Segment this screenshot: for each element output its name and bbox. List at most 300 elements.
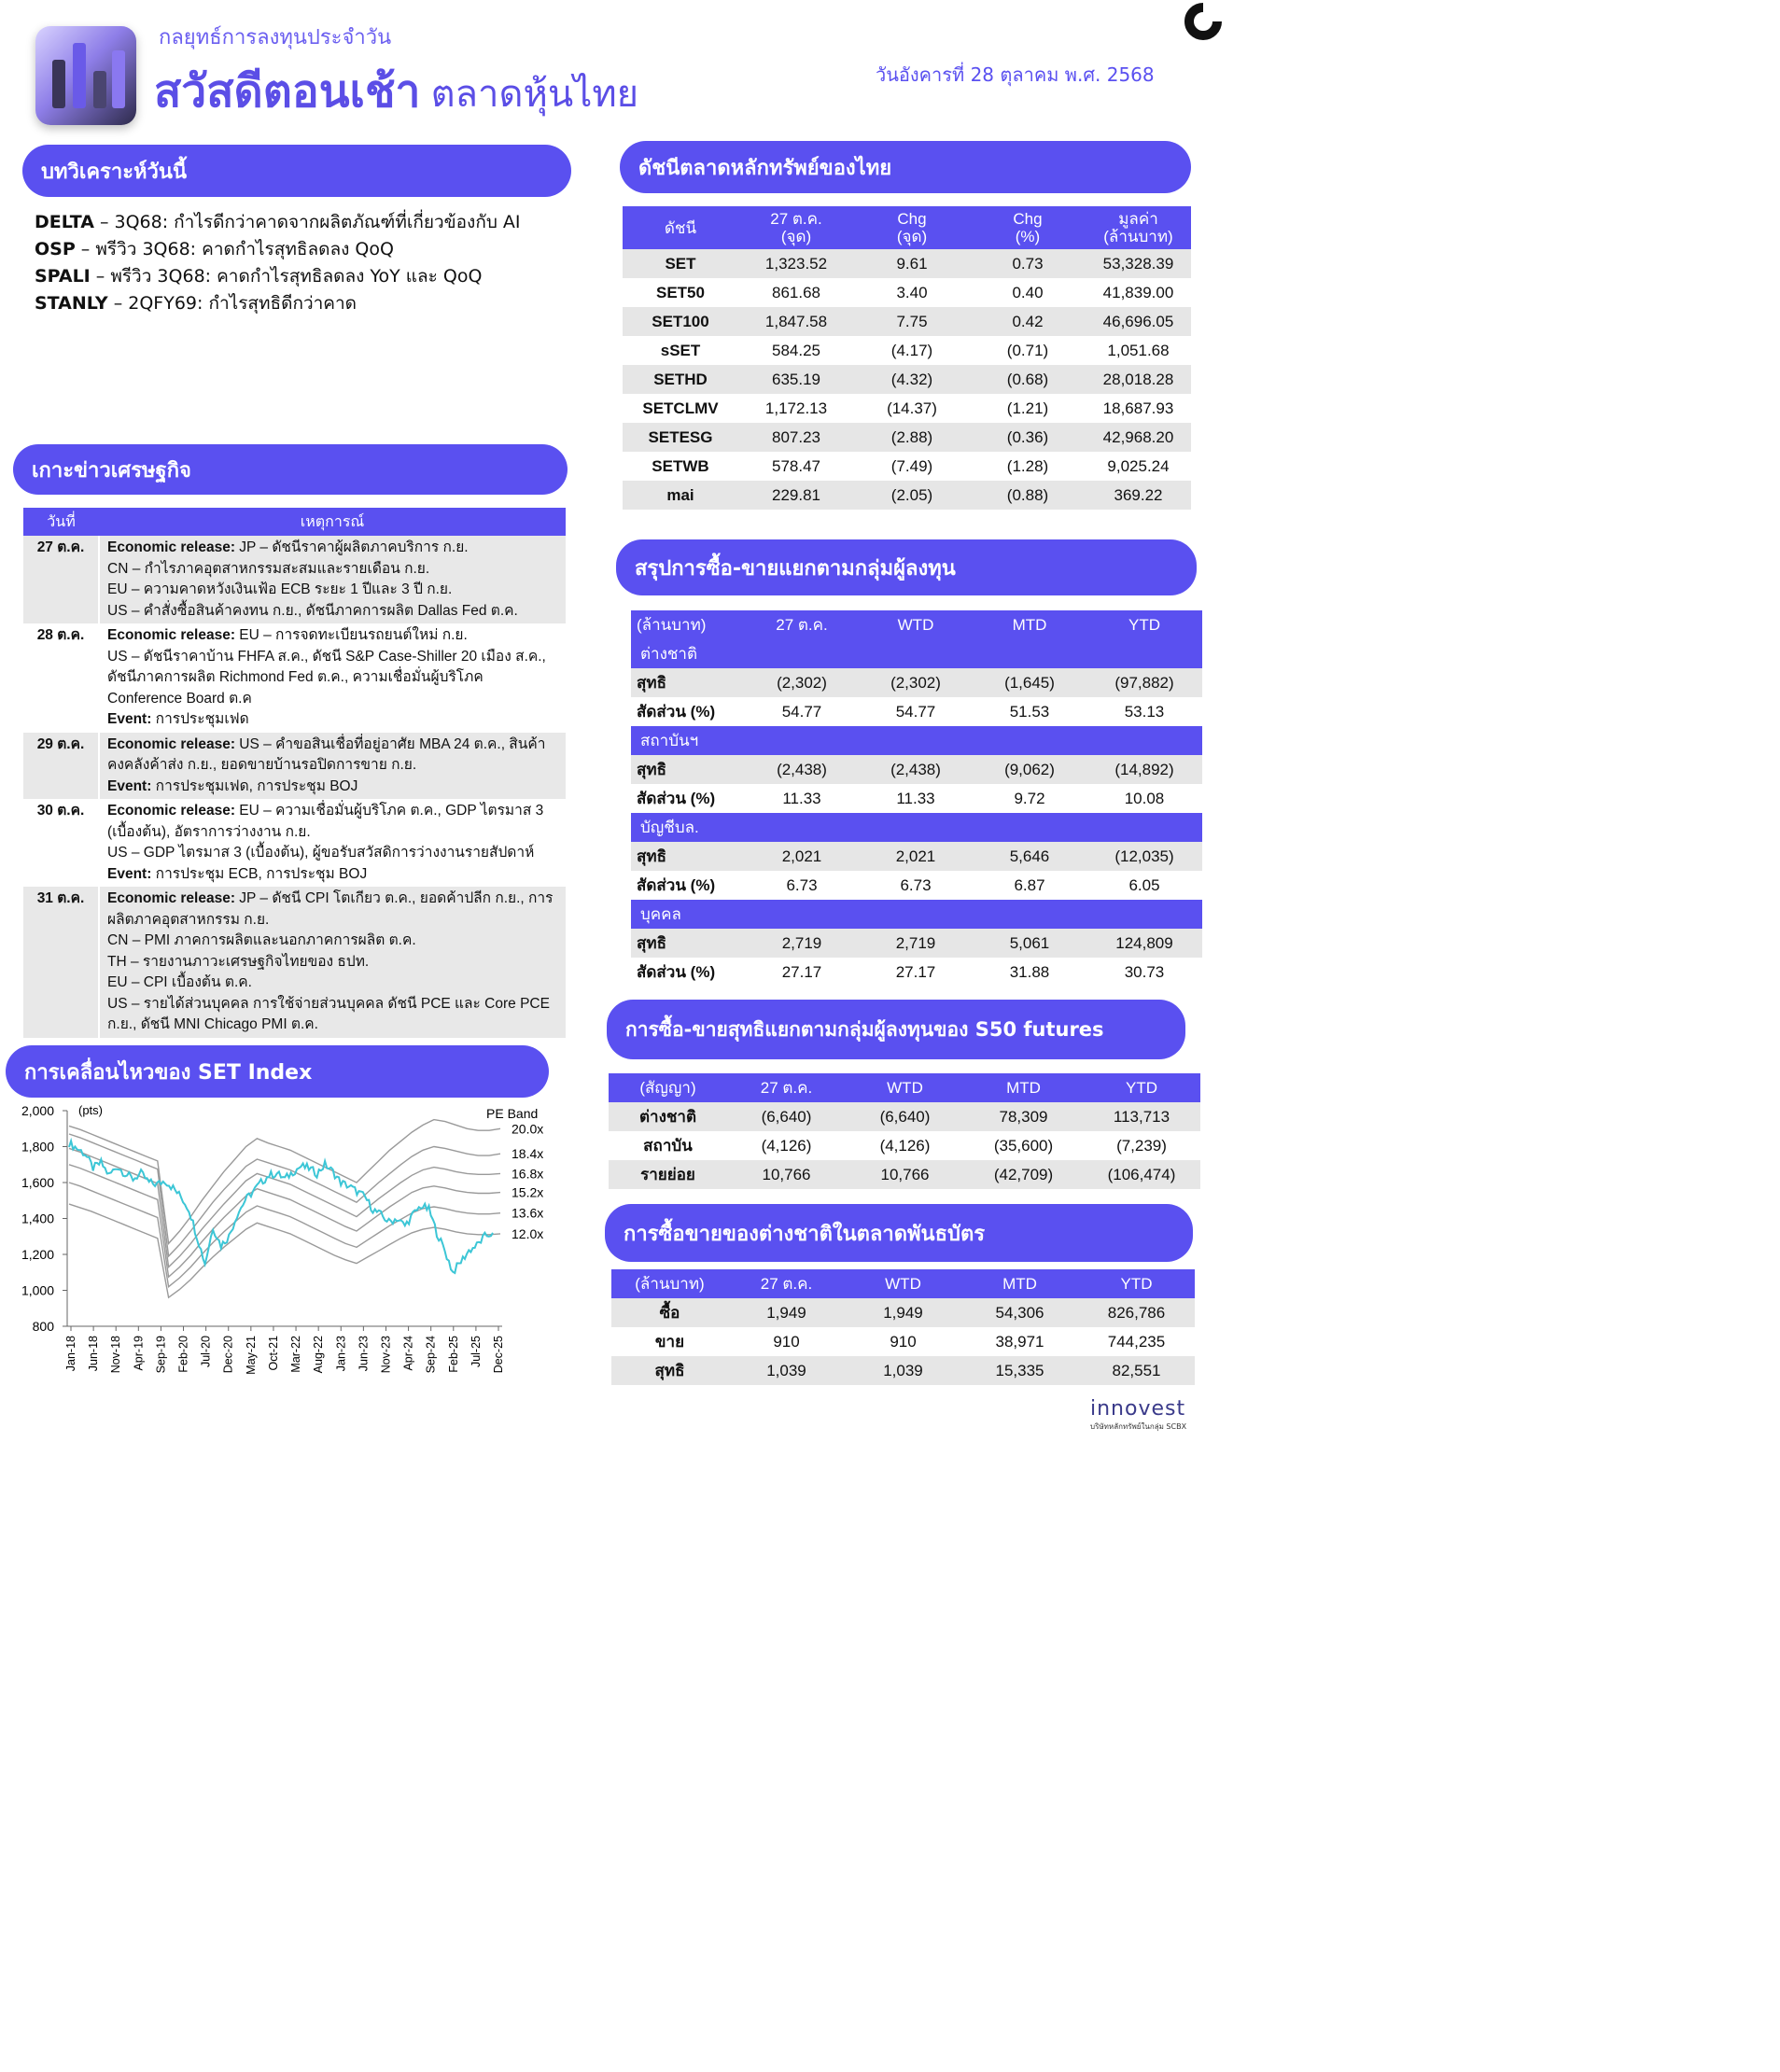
x-tick-label: Feb-25 [446, 1336, 460, 1373]
row-label: สัดส่วน (%) [637, 790, 716, 807]
econ-date: 29 ต.ค. [23, 733, 99, 800]
header-kicker: กลยุทธ์การลงทุนประจำวัน [159, 26, 392, 49]
index-value: (1.28) [1006, 456, 1049, 475]
x-tick-label: Dec-20 [221, 1336, 235, 1374]
row-label: สุทธิ [631, 755, 745, 784]
econ-event-label: Economic release: [107, 803, 235, 819]
bonds-value: 1,949 [845, 1298, 961, 1327]
futures-row [609, 1160, 1200, 1189]
bonds-value: 82,551 [1078, 1356, 1195, 1385]
analysis-ticker: OSP [35, 239, 76, 259]
y-tick-label: 1,200 [21, 1247, 54, 1262]
index-value: 1,847.58 [738, 307, 854, 336]
bonds-row [611, 1356, 1195, 1385]
index-value: 861.68 [772, 283, 820, 301]
bonds-value: 826,786 [1078, 1298, 1195, 1327]
indices-header: Chg (จุด) [854, 206, 970, 249]
econ-event-line [107, 864, 558, 886]
investor-group-name: ต่างชาติ [631, 639, 1202, 668]
index-value: (0.68) [970, 365, 1086, 394]
econ-event-text: EU – ความเชื่อมั่นผู้บริโภค ต.ค., GDP ไตรมาส 3 [234, 803, 544, 819]
flow-value: 27.17 [781, 962, 822, 981]
index-value: 9,025.24 [1107, 456, 1170, 475]
econ-event-line [107, 822, 558, 844]
pe-band-label: 16.8x [512, 1166, 544, 1182]
investor-net-row [631, 755, 1202, 784]
index-name: SETWB [652, 456, 709, 475]
x-tick-label: Sep-24 [424, 1336, 438, 1374]
econ-row [23, 799, 566, 887]
index-value: 578.47 [772, 456, 820, 475]
bonds-value: 1,039 [728, 1356, 845, 1385]
index-value: 0.40 [1012, 283, 1044, 301]
x-tick-label: Oct-21 [266, 1336, 280, 1371]
x-tick-label: Dec-25 [492, 1336, 505, 1374]
flow-value: 6.73 [786, 875, 818, 894]
econ-event-line [107, 910, 558, 931]
set-index-chart [0, 1099, 569, 1379]
pe-band-label: 15.2x [512, 1184, 544, 1200]
analysis-item [35, 209, 521, 236]
y-tick-label: 2,000 [21, 1103, 54, 1118]
econ-event-text: CN – กำไรภาคอุตสาหกรรมสะสมและรายเดือน ก.ย. [107, 560, 430, 577]
x-tick-label: Apr-19 [132, 1336, 146, 1371]
x-tick-label: Jun-23 [357, 1336, 371, 1372]
indices-section-title [620, 141, 1191, 193]
futures-value: (6,640) [727, 1102, 846, 1131]
x-tick-label: Jun-18 [87, 1336, 101, 1372]
indices-table [623, 206, 1191, 510]
econ-events [99, 887, 566, 1038]
pe-band-label: 12.0x [512, 1225, 544, 1241]
analysis-ticker: SPALI [35, 266, 91, 287]
indices-row [623, 481, 1191, 510]
investor-flow-table [631, 610, 1202, 987]
econ-event-line [107, 625, 558, 647]
flow-header: 27 ต.ค. [745, 610, 859, 639]
analysis-section-title [22, 145, 571, 197]
indices-row [623, 365, 1191, 394]
econ-event-text: การประชุมเฟด, การประชุม BOJ [151, 777, 358, 794]
econ-events [99, 623, 566, 733]
bonds-value: 744,235 [1107, 1332, 1166, 1351]
econ-date: 31 ต.ค. [23, 887, 99, 1038]
futures-header: YTD [1083, 1073, 1200, 1102]
index-value: 0.42 [970, 307, 1086, 336]
flow-value: 10.08 [1124, 789, 1165, 807]
index-value: (2.05) [854, 481, 970, 510]
flow-value: (14,892) [1086, 755, 1202, 784]
indices-header [738, 206, 854, 249]
investor-share-row [631, 697, 1202, 726]
indices-row [623, 394, 1191, 423]
flow-value: (12,035) [1086, 842, 1202, 871]
row-label: สุทธิ [631, 929, 745, 958]
analysis-item [35, 263, 521, 290]
index-value: 369.22 [1086, 481, 1191, 510]
index-value: (4.17) [890, 341, 933, 359]
futures-header: 27 ต.ค. [727, 1073, 846, 1102]
index-value: (0.71) [1006, 341, 1049, 359]
bonds-header: 27 ต.ค. [728, 1269, 845, 1298]
row-label: สัดส่วน (%) [637, 963, 716, 981]
bonds-value: 910 [890, 1332, 917, 1351]
flow-value: 9.72 [1014, 789, 1045, 807]
econ-event-line [107, 601, 558, 623]
index-value: 53,328.39 [1086, 249, 1191, 278]
futures-value: 78,309 [964, 1102, 1083, 1131]
row-label: สุทธิ [611, 1356, 728, 1385]
index-value: (7.49) [890, 456, 933, 475]
bonds-value: 1,949 [728, 1298, 845, 1327]
x-tick-label: Apr-24 [401, 1336, 415, 1371]
index-name: mai [623, 481, 738, 510]
flow-value: 124,809 [1086, 929, 1202, 958]
indices-row [623, 423, 1191, 452]
econ-event-text: การประชุม ECB, การประชุม BOJ [151, 865, 368, 882]
row-label: สถาบัน [643, 1137, 693, 1155]
flow-value: (97,882) [1086, 668, 1202, 697]
index-value: 584.25 [772, 341, 820, 359]
row-label: สุทธิ [631, 668, 745, 697]
index-name: SET [623, 249, 738, 278]
bonds-value: 54,306 [961, 1298, 1078, 1327]
econ-event-line [107, 559, 558, 581]
econ-row [23, 887, 566, 1038]
indices-row [623, 307, 1191, 336]
y-tick-label: 1,600 [21, 1175, 54, 1190]
econ-event-line [107, 973, 558, 994]
analysis-text: – พรีวิว 3Q68: คาดกำไรสุทธิลดลง QoQ [75, 239, 394, 259]
bonds-value: 1,039 [845, 1356, 961, 1385]
analysis-item [35, 236, 521, 263]
econ-event-line [107, 755, 558, 777]
econ-event-line [107, 667, 558, 689]
analysis-item [35, 290, 521, 317]
flow-value: 5,646 [973, 842, 1086, 871]
flow-value: (1,645) [973, 668, 1086, 697]
econ-section-title [13, 444, 568, 495]
futures-row [609, 1131, 1200, 1160]
row-label: รายย่อย [609, 1160, 727, 1189]
investor-group-name: บุคคล [631, 900, 1202, 929]
bonds-header: MTD [961, 1269, 1078, 1298]
row-label: สัดส่วน (%) [637, 703, 716, 721]
analysis-ticker: DELTA [35, 212, 94, 232]
econ-event-label: Event: [107, 865, 152, 882]
indices-row [623, 278, 1191, 307]
futures-title-text: การซื้อ-ขายสุทธิแยกตามกลุ่มผู้ลงทุนของ S50 futures [625, 1017, 1104, 1041]
investor-share-row [631, 784, 1202, 813]
x-tick-label: Nov-18 [109, 1336, 123, 1374]
indices-header: ดัชนี [623, 206, 738, 249]
econ-row [23, 536, 566, 623]
flow-value: (9,062) [973, 755, 1086, 784]
econ-events [99, 733, 566, 800]
econ-date: 28 ต.ค. [23, 623, 99, 733]
flow-value: (2,302) [745, 668, 859, 697]
econ-event-text: US – คำสั่งซื้อสินค้าคงทน ก.ย., ดัชนีภาคการผลิต Dallas Fed ต.ค. [107, 602, 518, 619]
flow-value: 5,061 [973, 929, 1086, 958]
econ-date: 30 ต.ค. [23, 799, 99, 887]
bonds-row [611, 1298, 1195, 1327]
bonds-row [611, 1327, 1195, 1356]
flow-value: 30.73 [1124, 962, 1165, 981]
indices-row [623, 452, 1191, 481]
investor-group-row [631, 813, 1202, 842]
bonds-header: (ล้านบาท) [611, 1269, 728, 1298]
investor-net-row [631, 668, 1202, 697]
candlestick-logo [35, 26, 136, 125]
investor-net-row [631, 842, 1202, 871]
econ-event-text: ดัชนีภาคการผลิต Richmond Fed ต.ค., ความเชื่อมั่นผู้บริโภค [107, 669, 484, 685]
index-value: (2.88) [854, 423, 970, 452]
econ-event-line [107, 952, 558, 973]
row-label: ต่างชาติ [609, 1102, 727, 1131]
futures-header: WTD [846, 1073, 964, 1102]
econ-event-text: JP – ดัชนี CPI โตเกียว ต.ค., ยอดค้าปลีก ก.ย., การ [234, 890, 554, 906]
flow-header: MTD [973, 610, 1086, 639]
analysis-ticker: STANLY [35, 293, 108, 314]
x-tick-label: Nov-23 [379, 1336, 393, 1374]
bonds-section-title [605, 1204, 1193, 1262]
futures-value: 113,713 [1083, 1102, 1200, 1131]
y-tick-label: 800 [32, 1319, 54, 1334]
x-tick-label: Feb-20 [176, 1336, 190, 1373]
econ-event-line [107, 580, 558, 601]
futures-value: (7,239) [1116, 1136, 1167, 1155]
investor-share-row [631, 871, 1202, 900]
econ-event-text: EU – CPI เบื้องต้น ต.ค. [107, 974, 252, 990]
brand-mark-icon [1184, 2, 1223, 41]
indices-row [623, 249, 1191, 278]
x-tick-label: Jan-18 [64, 1336, 77, 1372]
analysis-text: – 2QFY69: กำไรสุทธิดีกว่าคาด [107, 293, 357, 314]
indices-header-line: 27 ต.ค. [770, 210, 822, 228]
index-value: 46,696.05 [1086, 307, 1191, 336]
bonds-value: 38,971 [995, 1332, 1044, 1351]
econ-event-text: Conference Board ต.ค [107, 690, 252, 707]
index-value: 229.81 [738, 481, 854, 510]
x-tick-label: May-21 [244, 1336, 258, 1375]
brand-subtitle: บริษัทหลักทรัพย์ในกลุ่ม SCBX [1090, 1422, 1187, 1431]
pe-band-label: 13.6x [512, 1205, 544, 1221]
econ-event-label: Economic release: [107, 890, 235, 906]
econ-event-line [107, 709, 558, 731]
flow-value: 51.53 [1009, 702, 1050, 721]
index-value: 28,018.28 [1086, 365, 1191, 394]
econ-event-label: Economic release: [107, 539, 235, 555]
set-chart-title-text: การเคลื่อนไหวของ SET Index [24, 1060, 313, 1085]
econ-event-label: Event: [107, 711, 152, 727]
row-label: สัดส่วน (%) [637, 876, 716, 894]
futures-header: MTD [964, 1073, 1083, 1102]
econ-event-line [107, 647, 558, 668]
report-date: วันอังคารที่ 28 ตุลาคม พ.ศ. 2568 [876, 63, 1155, 86]
investor-net-row [631, 929, 1202, 958]
econ-event-text: US – GDP ไตรมาส 3 (เบื้องต้น), ผู้ขอรับสวัสดิการว่างงานรายสัปดาห์ [107, 845, 535, 861]
econ-date: 27 ต.ค. [23, 536, 99, 623]
flow-value: 53.13 [1124, 702, 1165, 721]
bonds-header: WTD [845, 1269, 961, 1298]
brand-logo-text: innovest [1090, 1397, 1186, 1421]
index-value: 1,323.52 [738, 249, 854, 278]
row-label: สุทธิ [631, 842, 745, 871]
econ-event-text: (เบื้องต้น), อัตราการว่างงาน ก.ย. [107, 823, 311, 840]
econ-events [99, 536, 566, 623]
y-tick-label: 1,000 [21, 1282, 54, 1298]
econ-event-text: EU – ความคาดหวังเงินเฟ้อ ECB ระยะ 1 ปีและ 3 ปี ก.ย. [107, 581, 453, 597]
futures-row [609, 1102, 1200, 1131]
investor-group-row [631, 900, 1202, 929]
pe-band-label: 18.4x [512, 1146, 544, 1162]
x-tick-label: Sep-19 [154, 1336, 168, 1374]
futures-value: (4,126) [761, 1136, 812, 1155]
analysis-title-text: บทวิเคราะห์วันนี้ [41, 160, 187, 184]
index-value: (14.37) [887, 399, 937, 417]
indices-row [623, 336, 1191, 365]
x-tick-label: Aug-22 [312, 1336, 326, 1374]
investor-flow-section-title [616, 539, 1197, 595]
index-value: (0.88) [970, 481, 1086, 510]
futures-value: (35,600) [993, 1136, 1054, 1155]
econ-event-label: Economic release: [107, 627, 235, 643]
flow-value: 54.77 [895, 702, 936, 721]
index-value: 18,687.93 [1102, 399, 1174, 417]
indices-header: มูลค่า (ล้านบาท) [1086, 206, 1191, 249]
y-tick-label: 1,800 [21, 1139, 54, 1155]
investor-flow-title-text: สรุปการซื้อ-ขายแยกตามกลุ่มผู้ลงทุน [635, 556, 956, 581]
flow-value: 6.87 [1014, 875, 1045, 894]
investor-group-row [631, 639, 1202, 668]
flow-header: WTD [859, 610, 973, 639]
econ-event-line [107, 931, 558, 952]
pe-band-label: 20.0x [512, 1121, 544, 1137]
pe-band-line [69, 1134, 500, 1256]
econ-col-date: วันที่ [23, 508, 99, 536]
bonds-title-text: การซื้อขายของต่างชาติในตลาดพันธบัตร [624, 1222, 986, 1246]
futures-value: (106,474) [1083, 1160, 1200, 1189]
econ-event-text: JP – ดัชนีราคาผู้ผลิตภาคบริการ ก.ย. [234, 539, 469, 555]
x-tick-label: Jul-20 [199, 1336, 213, 1368]
econ-event-line [107, 735, 558, 756]
title-main: สวัสดีตอนเช้า [154, 65, 421, 118]
flow-value: 11.33 [896, 789, 935, 807]
x-tick-label: Jul-25 [469, 1336, 483, 1368]
bonds-value: 910 [773, 1332, 800, 1351]
econ-event-text: US – ดัชนีราคาบ้าน FHFA ส.ค., ดัชนี S&P Case-Shiller 20 เมือง ส.ค., [107, 648, 546, 665]
econ-event-text: US – คำขอสินเชื่อที่อยู่อาศัย MBA 24 ต.ค., สินค้า [234, 735, 546, 752]
index-name: SET50 [656, 283, 705, 301]
econ-event-line [107, 801, 558, 822]
econ-event-text: CN – PMI ภาคการผลิตและนอกภาคการผลิต ต.ค. [107, 932, 416, 948]
index-value: (0.36) [970, 423, 1086, 452]
flow-value: 31.88 [1009, 962, 1050, 981]
flow-value: 2,719 [859, 929, 973, 958]
investor-group-name: สถาบันฯ [631, 726, 1202, 755]
futures-header: (สัญญา) [609, 1073, 727, 1102]
econ-event-text: ก.ย., ดัชนี MNI Chicago PMI ต.ค. [107, 1016, 318, 1032]
econ-event-text: การประชุมเฟด [151, 711, 249, 727]
flow-value: 54.77 [781, 702, 822, 721]
bonds-table [611, 1269, 1195, 1385]
index-value: (1.21) [1006, 399, 1049, 417]
econ-calendar-table [23, 508, 566, 1038]
indices-header-line: (จุด) [780, 228, 812, 245]
index-value: 0.73 [970, 249, 1086, 278]
flow-value: (2,438) [859, 755, 973, 784]
flow-value: 27.17 [895, 962, 936, 981]
indices-title-text: ดัชนีตลาดหลักทรัพย์ของไทย [638, 156, 892, 180]
indices-header: Chg (%) [970, 206, 1086, 249]
index-value: 635.19 [738, 365, 854, 394]
index-name: sSET [660, 341, 701, 359]
index-value: 7.75 [854, 307, 970, 336]
flow-header: (ล้านบาท) [631, 610, 745, 639]
futures-value: (6,640) [846, 1102, 964, 1131]
econ-title-text: เกาะข่าวเศรษฐกิจ [32, 458, 191, 483]
title-sub: ตลาดหุ้นไทย [430, 73, 639, 116]
econ-event-text: US – รายได้ส่วนบุคคล การใช้จ่ายส่วนบุคคล ดัชนี PCE และ Core PCE [107, 995, 550, 1012]
investor-group-name: บัญชีบล. [631, 813, 1202, 842]
futures-table [609, 1073, 1200, 1189]
analysis-list [35, 209, 521, 317]
flow-value: 6.05 [1128, 875, 1160, 894]
analysis-text: – 3Q68: กำไรดีกว่าคาดจากผลิตภัณฑ์ที่เกี่ยวข้องกับ AI [93, 212, 521, 232]
econ-events [99, 799, 566, 887]
flow-header: YTD [1086, 610, 1202, 639]
econ-row [23, 623, 566, 733]
index-value: 41,839.00 [1102, 283, 1174, 301]
econ-event-label: Economic release: [107, 735, 235, 752]
y-tick-label: 1,400 [21, 1211, 54, 1226]
index-name: SETCLMV [642, 399, 719, 417]
econ-col-event: เหตุการณ์ [99, 508, 566, 536]
row-label: ซื้อ [611, 1298, 728, 1327]
econ-event-line [107, 777, 558, 798]
chart-unit-label: (pts) [78, 1103, 103, 1117]
futures-section-title [607, 1000, 1185, 1059]
footer-brand [1090, 1397, 1186, 1433]
futures-value: 10,766 [727, 1160, 846, 1189]
index-name: SETESG [623, 423, 738, 452]
pe-band-line [69, 1204, 500, 1297]
index-value: 9.61 [854, 249, 970, 278]
pe-band-line [69, 1165, 500, 1277]
econ-event-line [107, 689, 558, 710]
set-chart-title [6, 1045, 549, 1098]
x-tick-label: Mar-22 [289, 1336, 303, 1373]
bonds-header: YTD [1078, 1269, 1195, 1298]
futures-value: 10,766 [846, 1160, 964, 1189]
futures-value: (42,709) [964, 1160, 1083, 1189]
futures-value: (4,126) [879, 1136, 931, 1155]
index-name: SETHD [623, 365, 738, 394]
econ-event-text: TH – รายงานภาวะเศรษฐกิจไทยของ ธปท. [107, 953, 370, 970]
econ-event-line [107, 994, 558, 1015]
flow-value: (2,438) [745, 755, 859, 784]
flow-value: 2,021 [859, 842, 973, 871]
flow-value: 2,719 [745, 929, 859, 958]
investor-group-row [631, 726, 1202, 755]
econ-event-text: EU – การจดทะเบียนรถยนต์ใหม่ ก.ย. [234, 627, 468, 643]
index-value: 3.40 [896, 283, 928, 301]
econ-event-line [107, 889, 558, 910]
flow-value: 6.73 [900, 875, 932, 894]
page-title [154, 56, 638, 127]
econ-event-label: Event: [107, 777, 152, 794]
bonds-value: 15,335 [961, 1356, 1078, 1385]
